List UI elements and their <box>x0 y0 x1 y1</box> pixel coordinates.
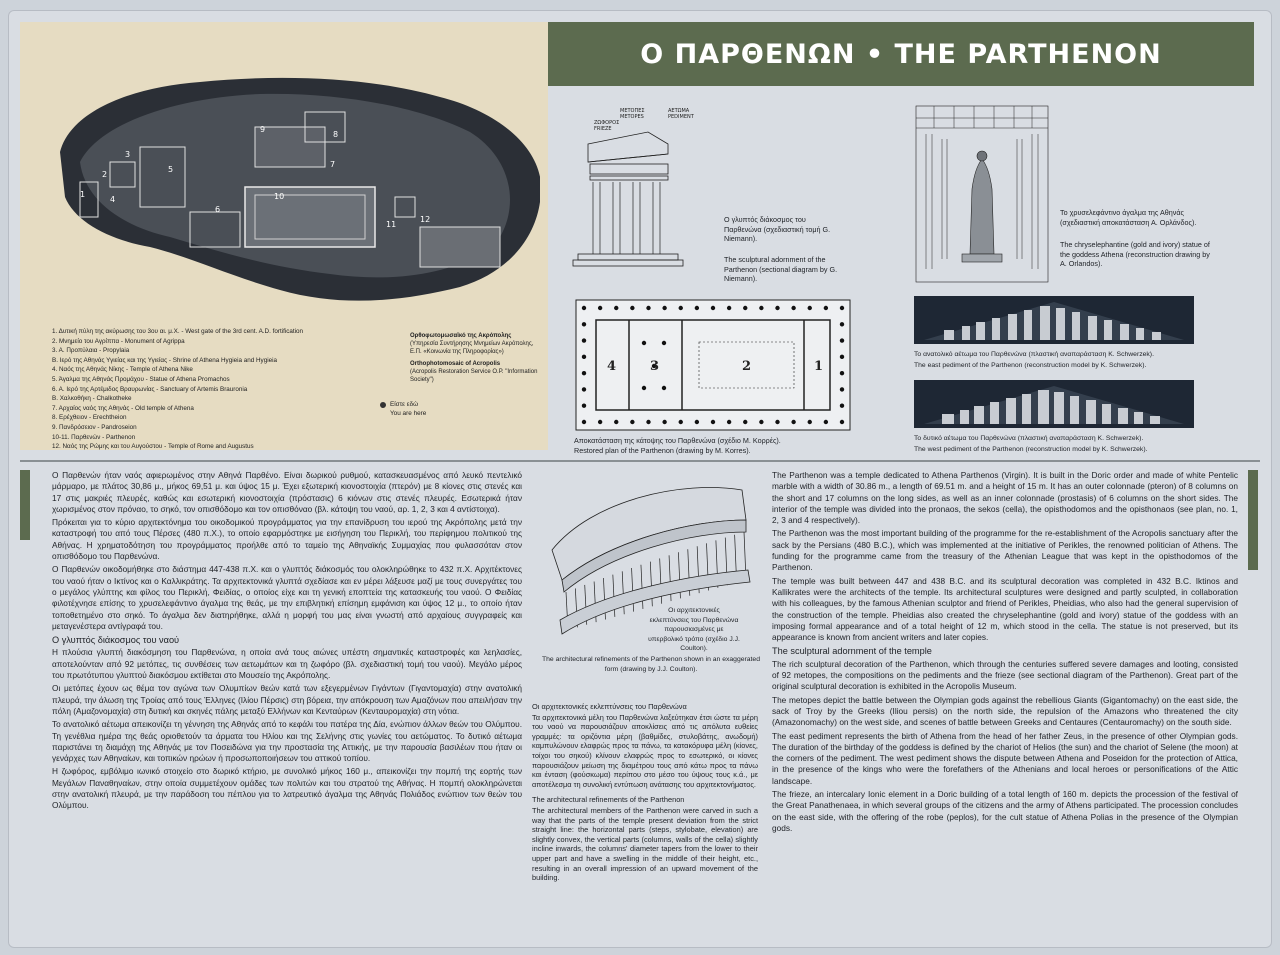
mid-heading-gr: Οι αρχιτεκτονικές εκλεπτύνσεις του Παρθενώνα <box>532 702 687 711</box>
plan-column-dot <box>743 306 747 310</box>
mid-paragraph-gr: Τα αρχιτεκτονικά μέλη του Παρθενώνα λαξεύτηκαν έτσι ώστε τα μέρη του ναού να παρουσιάζουν αποκλίσεις από τις απόλυτα ευθείες γραμμές: τα οριζόντια μέρη (βαθμίδες, στυλοβάτης, ανωδομή) καμπυλώνουν ελαφρώς προς τα πάνω, τα κατακόρυφα μέλη (κίονες, τοίχοι του σηκού) κλίνουν ελαφρώς προς το εσωτερικό, οι κίονες παρουσιάζουν μείωση της διαμέτρου τους από κάτω προς τα πάνω και ένταση (φούσκωμα) περίπου στο μέσο του ύψους τους κ.ά., με αποτέλεσμα τη συνολική εντύπωση ανάτασης του αρχιτεκτονήματος. <box>532 712 758 789</box>
legend-item: 3. Α. Προπύλαια - Propylaia <box>52 347 130 355</box>
plan-number-3: 3 <box>650 359 660 374</box>
legend-item: 5. Άγαλμα της Αθηνάς Προμάχου - Statue of Athena Promachos <box>52 375 230 383</box>
plan-column-dot <box>840 355 844 359</box>
refinement-column <box>641 565 643 609</box>
plan-column-dot <box>582 338 586 342</box>
plan-number-1: 1 <box>814 359 824 374</box>
refinement-column <box>622 571 624 614</box>
plan-column-dot <box>775 420 779 424</box>
gr-paragraph: Ο Παρθενών οικοδομήθηκε στο διάστημα 447-438 π.Χ. και ο γλυπτός διάκοσμός του ολοκληρώθηκε το 432 π.Χ. Αρχιτέκτονες του ναού ήταν ο Ικτίνος και ο Καλλικράτης. Τα αρχιτεκτονικά γλυπτά σχεδίασε και εν μέρει λάξευσε μαζί με τους συνεργάτες του ο μεγάλος γλύπτης και φίλος του Περικλή, Φειδίας, ο οποίος είχε και τη γενική εποπτεία της κατασκευής του ναού. Ο Φειδίας φιλοτέχνησε επίσης το χρυσελεφάντινο άγαλμα της θεάς, με την επιβλητική επίσημη εμφάνιση και ύψος 12 μ., το οποίο ήταν τοποθετημένο στο σηκό. Το άγαλμα δεν διατηρήθηκε, αλλά η μορφή του μας είναι γνωστή από αρχαίους συγγραφείς και μεταγενέστερα αντίγραφά του. <box>52 564 522 631</box>
en-subheading: The sculptural adornment of the temple <box>772 646 932 657</box>
en-paragraph: The rich sculptural decoration of the Parthenon, which through the centuries suffered severe damages and looting, consisted of 92 metopes, the compositions on the pediments and the frieze (see sectional diagram of the Parthenon). Great part of the original sculptural decoration is exhibited in the Acropolis Museum. <box>772 658 1238 692</box>
left-accent-stripe <box>20 470 30 540</box>
plan-column-dot <box>840 322 844 326</box>
section-caption-gr: Ο γλυπτός διάκοσμος του Παρθενώνα (σχεδιαστική τομή G. Niemann). <box>724 215 831 244</box>
gr-paragraph: Οι μετόπες έχουν ως θέμα τον αγώνα των Ολυμπίων θεών κατά των εξεγερμένων Γιγάντων (Γιγαντομαχία) στην ανατολική πλευρά, την άλωση της Τροίας από τους Έλληνες (Ιλίου Πέρσις) στη βόρεια, την απόκρουση των Αμαζόνων που απειλήσαν την πόλη (Αμαζονομαχία) στη δυτική και σκηνές πάλης μεταξύ Ελλήνων και Κενταύρων (Κενταυρομαχία) στη νότια. <box>52 683 522 716</box>
map-marker-8: 8 <box>333 130 339 139</box>
plan-column-dot <box>582 404 586 408</box>
plan-column-dot <box>840 306 844 310</box>
plan-column-dot <box>646 420 650 424</box>
legend-item: 7. Αρχαίος ναός της Αθηνάς - Old temple of Athena <box>52 404 194 412</box>
refinement-column <box>650 562 652 607</box>
plan-column-dot <box>695 420 699 424</box>
legend-item: 1. Δυτική πύλη της ακύρωσης του 3ου αι. μ.Χ. - West gate of the 3rd cent. A.D. fortification <box>52 328 304 335</box>
plan-column-dot <box>642 386 646 390</box>
west-pediment-caption-en: The west pediment of the Parthenon (reconstruction model by K. Schwerzek). <box>914 446 1148 453</box>
refinements-text-column <box>532 700 758 885</box>
athena-statue-drawing <box>914 104 1050 284</box>
legend-item: 12. Ναός της Ρώμης και του Αυγούστου - Temple of Rome and Augustus <box>52 443 254 451</box>
refinement-column <box>613 575 615 617</box>
east-pediment-caption-en: The east pediment of the Parthenon (reconstruction model by K. Schwerzek). <box>914 362 1147 369</box>
legend-item: 8. Ερέχθειον - Erechtheion <box>52 414 127 422</box>
plan-column-dot <box>695 306 699 310</box>
plan-column-dot <box>679 306 683 310</box>
en-paragraph: The Parthenon was a temple dedicated to Athena Parthenos (Virgin). It is built in the Doric order and made of white Pentelic marble with a width of 30.86 m., a length of 69.51 m. and a height of 15 m. It has an outer colonnade (pteron) of 8 columns on the short and 17 columns on the long sides, as well as an inner colonnade (prostasis) of 6 columns on the short sides. The interior of the temple was divided into the pronaos, the sekos (cella), the opisthodomos and the opisthonaos (see plan, no. 1, 2, 3 and 4 respectively). <box>772 470 1238 526</box>
ortho-title-gr: Ορθοφωτομωσαϊκό της Ακρόπολης <box>410 333 512 339</box>
plan-caption-en: Restored plan of the Parthenon (drawing by M. Korres). <box>574 446 751 455</box>
plan-column-dot <box>775 306 779 310</box>
legend-item: Β. Ιερό της Αθηνάς Υγιείας και της Υγιείας - Shrine of Athena Hygieia and Hygieia <box>52 356 278 364</box>
sectional-diagram <box>568 104 708 274</box>
west-pediment-image <box>914 380 1194 428</box>
plan-column-dot <box>582 355 586 359</box>
pediment-label-en: PEDIMENT <box>668 114 694 120</box>
map-marker-10: 10 <box>274 192 285 201</box>
plan-column-dot <box>824 420 828 424</box>
east-pediment-image <box>914 296 1194 344</box>
english-text-column <box>772 470 1238 836</box>
plan-column-dot <box>840 387 844 391</box>
frieze-label-gr: ΖΩΦΟΡΟΣ <box>594 120 620 126</box>
plan-column-dot <box>582 420 586 424</box>
map-marker-1: 1 <box>80 190 86 199</box>
plan-column-dot <box>662 420 666 424</box>
plan-column-dot <box>840 420 844 424</box>
you-are-here-icon <box>380 402 386 408</box>
legend-item: 10-11. Παρθενών - Parthenon <box>52 433 136 441</box>
plan-column-dot <box>662 306 666 310</box>
sign-title: Ο ΠΑΡΘΕΝΩΝ • THE PARTHENON <box>548 22 1254 86</box>
gr-paragraph: Το ανατολικό αέτωμα απεικονίζει τη γέννηση της Αθηνάς από το κεφάλι του πατέρα της Δία, ενώπιον άλλων θεών του Ολύμπου. Τη γενέθλια ημέρα της θεάς οριοθετούν τα άρματα του Ηλίου και της Σελήνης στις γωνίες του αετώματος. Το δυτικό αέτωμα παριστάνει τη διαμάχη της Αθηνάς με τον Ποσειδώνα για την προστασία της Αττικής, με την παρουσία βασιλέων που ήταν οι γενάρχες των Αθηναίων, και τοπικών ηρώων ή προσωποποιήσεων του αττικού τοπίου. <box>52 719 522 764</box>
mid-heading-en: The architectural refinements of the Parthenon <box>532 795 685 805</box>
temple-plan <box>574 298 852 432</box>
plan-column-dot <box>598 306 602 310</box>
plan-column-dot <box>759 420 763 424</box>
plan-caption-gr: Αποκατάσταση της κάτοψης του Παρθενώνα (σχέδιο Μ. Κορρές). <box>574 436 781 445</box>
map-marker-11: 11 <box>386 220 397 229</box>
greek-text-column <box>52 470 522 814</box>
plan-column-dot <box>582 387 586 391</box>
plan-column-dot <box>614 420 618 424</box>
orthophoto-credit <box>410 332 540 384</box>
section-caption-en: The sculptural adornment of the Parthenon (sectional diagram by G. Niemann). <box>724 255 838 284</box>
east-pediment-caption-gr: Το ανατολικό αέτωμα του Παρθενώνα (πλαστική αναπαράσταση K. Schwerzek). <box>914 351 1154 358</box>
gr-paragraph: Ο Παρθενών ήταν ναός αφιερωμένος στην Αθηνά Παρθένο. Είναι δωρικού ρυθμού, κατασκευασμένος από λευκό πεντελικό μάρμαρο, με πλάτος 30,86 μ., μήκος 69,51 μ. και ύψος 15 μ. Έχει εξωτερική κιονοστοιχία (πτερόν) με 8 κίονες στις στενές και 17 στις μακριές πλευρές, καθώς και εσωτερική κιονοστοιχία (πρόστασις) 6 κιόνων στις στενές πλευρές. Εσωτερικά ήταν χωρισμένος στον πρόναο, το σηκό, τον οπισθόδομο και τον οπισθόναο (βλ. κάτοψη του ναού, αρ. 1, 2, 3 και 4 αντίστοιχα). <box>52 470 522 514</box>
plan-column-dot <box>743 420 747 424</box>
right-accent-stripe <box>1248 470 1258 570</box>
legend-item: 6. Α. Ιερό της Αρτέμιδος Βραυρωνίας - Sanctuary of Artemis Brauronia <box>52 385 248 393</box>
plan-column-dot <box>727 306 731 310</box>
plan-column-dot <box>582 371 586 375</box>
refinements-caption-en: The architectural refinements of the Parthenon shown in an exaggerated form (drawing by J.J. Coulton). <box>541 656 760 673</box>
metopes-label-gr: ΜΕΤΟΠΕΣ <box>620 108 645 114</box>
plan-column-dot <box>840 338 844 342</box>
legend-item: Β. Χαλκοθήκη - Chalkotheke <box>52 395 132 403</box>
plan-column-dot <box>791 420 795 424</box>
plan-column-dot <box>662 341 666 345</box>
en-paragraph: The metopes depict the battle between the Olympian gods against the rebellious Giants (Gigantomachy) on the east side, the sack of Troy by the Greeks (Iliou persis) on the north side, the repulsion of the Amazons who threatened the city (Amazonomachy) on the west side, and scenes of battle between Greeks and Centaures (Centauromachy) on the south side. <box>772 694 1238 728</box>
map-legend <box>52 327 392 452</box>
ortho-sub-gr: (Υπηρεσία Συντήρησης Μνημείων Ακρόπολης, Ε.Π. «Κοινωνία της Πληροφορίας») <box>410 341 534 355</box>
here-gr: Είστε εδώ <box>390 401 419 408</box>
plan-column-dot <box>614 306 618 310</box>
statue-caption-gr: Το χρυσελεφάντινο άγαλμα της Αθηνάς (σχεδιαστική αποκατάσταση Α. Ορλάνδος). <box>1060 208 1197 227</box>
refinement-column <box>632 568 634 612</box>
plan-column-dot <box>642 341 646 345</box>
map-marker-7: 7 <box>330 160 336 169</box>
gr-paragraph: Η ζωφόρος, εμβόλιμο ιωνικό στοιχείο στο δωρικό κτήριο, με συνολικό μήκος 160 μ., απεικονίζει την πομπή της εορτής των Μεγάλων Παναθηναίων, στην οποία συμμετέχουν ομάδες των πολιτών και του στρατού της Αθήνας. Η πομπή ολοκληρώνεται στην ανατολική πλευρά, με την παράδοση του πέπλου για το λατρευτικό άγαλμα της Αθηνάς Πολιάδος ενώπιον των θεών του Ολύμπου. <box>52 766 522 811</box>
frieze-label-en: FRIEZE <box>594 126 612 132</box>
en-paragraph: The Parthenon was the most important building of the programme for the re-establishment of the Acropolis sanctuary after the sack by the Persians (480 B.C.), which was implemented at the initiative of Perikles, the renowned politician of Athens. The funding for the programme came from the treasury of the Athenian League that was kept in the opisthodomos of the Parthenon. <box>772 528 1238 573</box>
map-marker-2: 2 <box>102 170 108 179</box>
map-marker-4: 4 <box>110 195 116 204</box>
plan-column-dot <box>808 420 812 424</box>
plan-column-dot <box>646 306 650 310</box>
plan-column-dot <box>582 322 586 326</box>
map-marker-12: 12 <box>420 215 431 224</box>
metopes-label-en: METOPES <box>620 114 644 120</box>
plan-column-dot <box>791 306 795 310</box>
here-en: You are here <box>390 410 427 417</box>
plan-column-dot <box>711 420 715 424</box>
ortho-sub-en: (Acropolis Restoration Service O.P. "Information Society") <box>410 369 538 383</box>
gr-subheading: Ο γλυπτός διάκοσμος του ναού <box>52 635 180 646</box>
plan-number-4: 4 <box>607 359 617 374</box>
plan-column-dot <box>679 420 683 424</box>
plan-number-2: 2 <box>742 359 752 374</box>
west-pediment-caption-gr: Το δυτικό αέτωμα του Παρθενώνα (πλαστική αναπαράσταση K. Schwerzek). <box>914 435 1144 442</box>
ortho-title-en: Orthophotomosaic of Acropolis <box>410 361 501 367</box>
you-are-here-label <box>390 400 426 418</box>
refinements-caption-gr: Οι αρχιτεκτονικές εκλεπτύνσεις του Παρθενώνα παρουσιασμένες με υπερβολικό τρόπο (σχέδιο J.J. Coulton). <box>648 607 740 653</box>
en-paragraph: The temple was built between 447 and 438 B.C. and its sculptural decoration was completed in 432 B.C. Iktinos and Kallikrates were the architects of the temple. Its architectural sculptures were designed and partly sculpted, in collaboration with his colleagues, by the famous Athenian sculptor and friend of Perikles, Pheidias, who also had the general supervision of the construction of the temple. Pheidias also created the chryselephantine (gold and ivory) statue of the goddess with an imposing formal appearance and of a total height of 12 m, which stood in the cella. The statue is not preserved, but its appearance is known from ancient writers and later copies. <box>772 575 1238 643</box>
plan-column-dot <box>662 386 666 390</box>
plan-column-dot <box>840 371 844 375</box>
gr-paragraph: Πρόκειται για το κύριο αρχιτεκτόνημα του οικοδομικού προγράμματος για την επανίδρυση του ιερού της Ακρόπολης μετά την καταστροφή του από τους Πέρσες (480 π.Χ.), το οποίο εφαρμόστηκε με εισήγηση του Περικλή, του περίφημου πολιτικού της Αθήνας. Η χρηματοδότηση του προγράμματος προήλθε από το ταμείο της Αθηναϊκής Συμμαχίας που φυλασσόταν στον οπισθόδομο του Παρθενώνα. <box>52 517 522 562</box>
plan-column-dot <box>824 306 828 310</box>
legend-item: 4. Ναός της Αθηνάς Νίκης - Temple of Athena Nike <box>52 366 193 374</box>
legend-item: 9. Πανδρόσειον - Pandroseion <box>52 423 137 431</box>
map-marker-6: 6 <box>215 205 221 214</box>
en-paragraph: The east pediment represents the birth of Athena from the head of her father Zeus, in the presence of other Olympian gods. The duration of the birthday of the goddess is defined by the chariot of Helios (the sun) and the chariot of Selene (the moon) at the corners of the pediment. The west pediment shows the dispute between Athena and Poseidon for the protection of Attica, in the presence of the kings who were the forefathers of the Athenians and local heroes or personifications of the Attic landscape. <box>772 730 1238 786</box>
legend-item: 2. Μνημείο του Αγρίππα - Monument of Agrippa <box>52 337 185 345</box>
plan-column-dot <box>598 420 602 424</box>
map-marker-3: 3 <box>125 150 131 159</box>
acropolis-orthophoto <box>40 62 540 312</box>
gr-paragraph: Η πλούσια γλυπτή διακόσμηση του Παρθενώνα, η οποία ανά τους αιώνες υπέστη σημαντικές καταστροφές και λεηλασίες, αποτελούνταν από 92 μετόπες, τις συνθέσεις των αετωμάτων και τη ζωφόρο (βλ. σχεδιαστική τομή του ναού). Μεγάλο μέρος του πρωτότυπου γλυπτού διακόσμου εκτίθεται στο Μουσείο της Ακρόπολης. <box>52 647 522 681</box>
acropolis-map-panel <box>20 22 548 450</box>
plan-column-dot <box>582 306 586 310</box>
plan-column-dot <box>727 420 731 424</box>
en-paragraph: The frieze, an intercalary Ionic element in a Doric building of a total length of 160 m. depicts the procession of the festival of the Great Panathenaea, in which several groups of the citizens and the army of Athens participated. The procession concludes on the east side, with the offering of the robe (peplos), for the cult statue of Athena Polias in the presence of the Olympian gods. <box>772 789 1238 833</box>
statue-caption-en: The chryselephantine (gold and ivory) statue of the goddess Athena (reconstruction drawing by A. Orlandos). <box>1060 240 1210 269</box>
mid-paragraph-en: The architectural members of the Parthenon were carved in such a way that the parts of the temple present deviation from the strict straight line: the horizontal parts (steps, stylobate, elevation) are slightly convex, the vertical parts (columns, walls of the cella) slightly incline inwards, the columns' diameter tapers from the lower to their upper part and have a swelling in the middle of their height, etc., resulting in an overall impression of an upward movement of the building. <box>532 805 758 883</box>
map-marker-5: 5 <box>168 165 174 174</box>
plan-column-dot <box>630 420 634 424</box>
plan-column-dot <box>630 306 634 310</box>
plan-column-dot <box>711 306 715 310</box>
plan-column-dot <box>759 306 763 310</box>
plan-column-dot <box>840 404 844 408</box>
section-divider <box>20 460 1260 462</box>
pediment-label-gr: ΑΕΤΩΜΑ <box>668 108 690 114</box>
plan-column-dot <box>808 306 812 310</box>
map-marker-9: 9 <box>260 125 266 134</box>
